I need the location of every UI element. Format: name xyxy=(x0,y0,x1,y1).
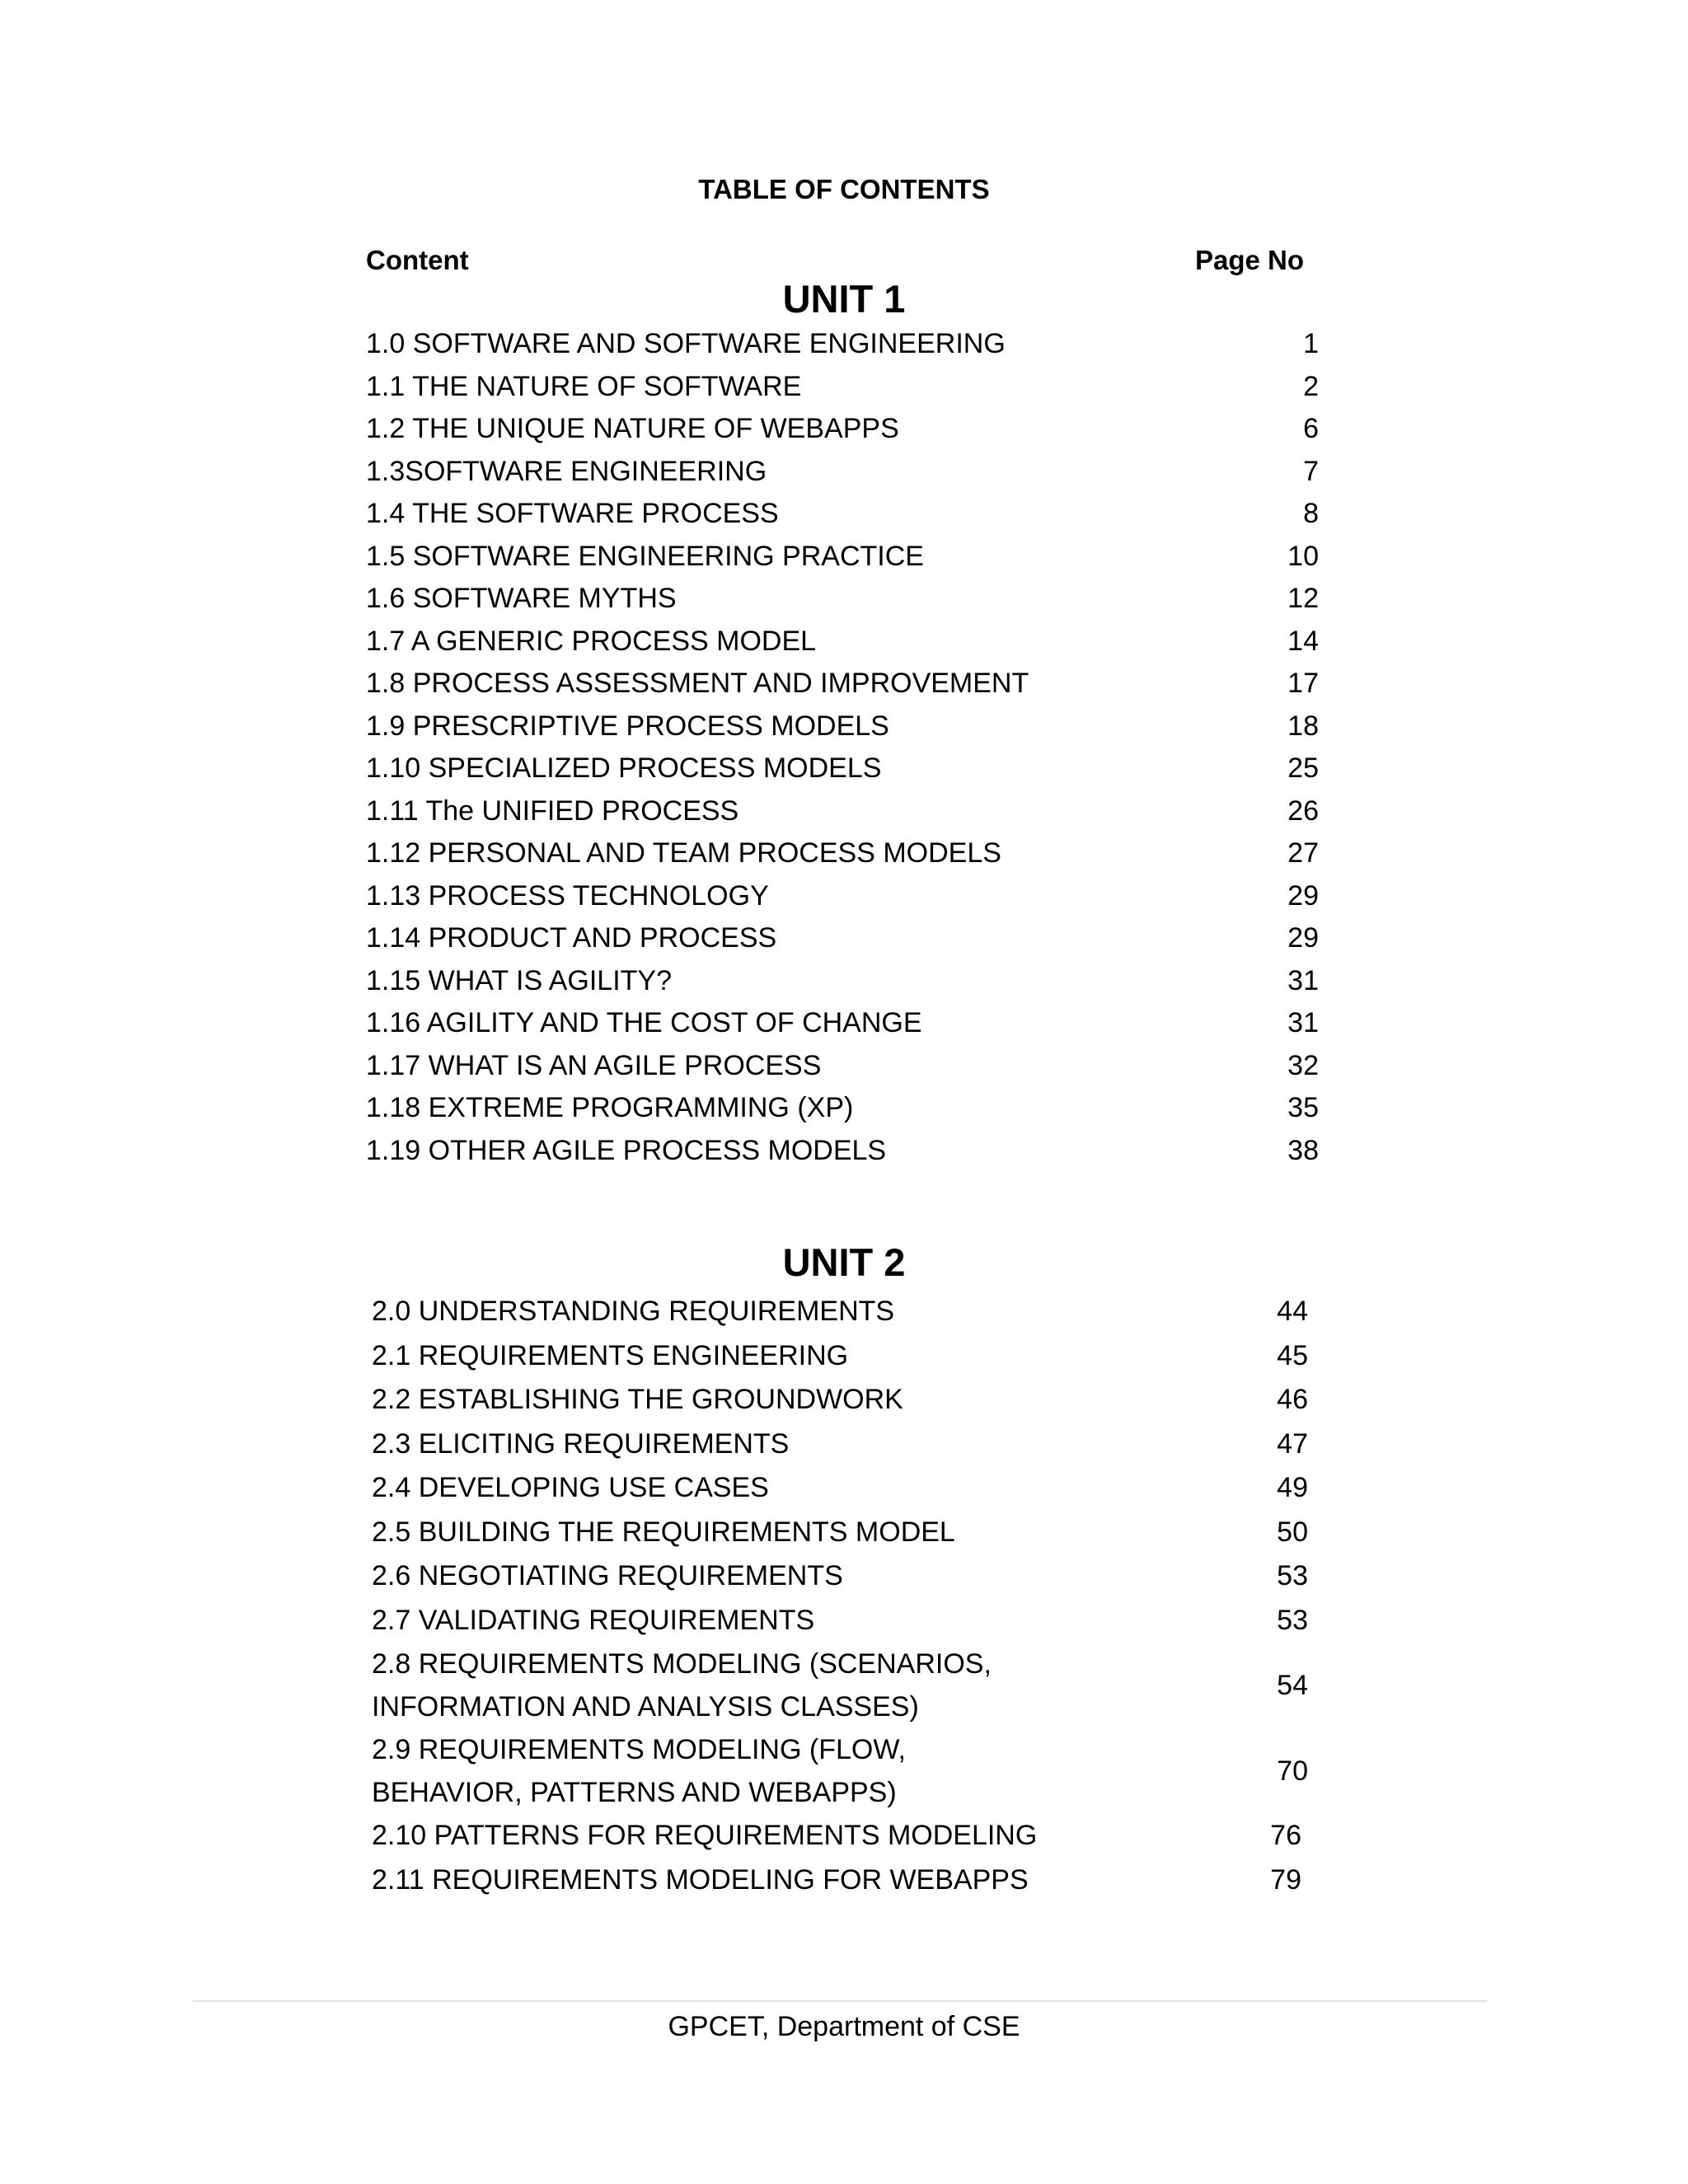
unit-2-heading: UNIT 2 xyxy=(782,1240,906,1284)
toc-entry-title: 1.16 AGILITY AND THE COST OF CHANGE xyxy=(366,1007,922,1038)
toc-entry-title: 2.4 DEVELOPING USE CASES xyxy=(372,1472,769,1503)
content-column-heading: Content xyxy=(366,245,469,275)
toc-entry-page: 53 xyxy=(1277,1560,1308,1591)
toc-entry[interactable] xyxy=(372,1728,1308,1814)
page-footer: GPCET, Department of CSE xyxy=(668,2011,1020,2042)
toc-entry-title: 2.6 NEGOTIATING REQUIREMENTS xyxy=(372,1560,843,1591)
toc-entry-title: 2.7 VALIDATING REQUIREMENTS xyxy=(372,1604,815,1636)
toc-entry-title: 2.8 REQUIREMENTS MODELING (SCENARIOS, INFORMATION AND ANALYSIS CLASSES) xyxy=(372,1648,992,1722)
toc-entry[interactable] xyxy=(372,1422,1308,1467)
toc-entry[interactable] xyxy=(366,408,1319,451)
toc-entry[interactable] xyxy=(372,1814,1308,1858)
toc-entry[interactable] xyxy=(366,323,1319,366)
toc-entry-page: 29 xyxy=(1287,922,1319,954)
toc-entry[interactable] xyxy=(366,1002,1319,1045)
toc-entry[interactable] xyxy=(372,1334,1308,1379)
toc-entry-page: 32 xyxy=(1287,1049,1319,1081)
toc-entry-title: 1.8 PROCESS ASSESSMENT AND IMPROVEMENT xyxy=(366,668,1029,699)
toc-entry[interactable] xyxy=(372,1378,1308,1422)
toc-entry-page: 8 xyxy=(1303,498,1319,529)
toc-entry-page: 31 xyxy=(1287,1007,1319,1038)
toc-entry-title: 1.1 THE NATURE OF SOFTWARE xyxy=(366,370,802,402)
toc-entry-title: 1.0 SOFTWARE AND SOFTWARE ENGINEERING xyxy=(366,328,1006,359)
toc-entry-title: 1.9 PRESCRIPTIVE PROCESS MODELS xyxy=(366,710,889,742)
toc-entry-title: 2.10 PATTERNS FOR REQUIREMENTS MODELING xyxy=(372,1820,1038,1851)
toc-entry[interactable] xyxy=(372,1290,1308,1334)
toc-entry-page: 29 xyxy=(1287,879,1319,912)
toc-entry-page: 25 xyxy=(1287,752,1319,784)
toc-entry-page: 53 xyxy=(1277,1604,1308,1636)
toc-entry-page: 10 xyxy=(1287,540,1319,572)
toc-entry-page: 49 xyxy=(1277,1472,1308,1503)
toc-entry[interactable] xyxy=(372,1466,1308,1511)
toc-entry-title: 1.19 OTHER AGILE PROCESS MODELS xyxy=(366,1134,887,1166)
toc-entry-title: 2.5 BUILDING THE REQUIREMENTS MODEL xyxy=(372,1516,955,1548)
toc-entry[interactable] xyxy=(366,832,1319,875)
toc-entry-page: 70 xyxy=(1277,1755,1308,1787)
toc-entry-page: 54 xyxy=(1277,1670,1308,1701)
toc-entry-title: 1.4 THE SOFTWARE PROCESS xyxy=(366,498,779,529)
toc-entry-title: 1.13 PROCESS TECHNOLOGY xyxy=(366,879,769,912)
toc-entry-page: 38 xyxy=(1287,1134,1319,1166)
toc-entry-title: 2.1 REQUIREMENTS ENGINEERING xyxy=(372,1339,849,1371)
toc-entry-title: 1.15 WHAT IS AGILITY? xyxy=(366,964,672,996)
toc-entry-page: 2 xyxy=(1303,370,1319,402)
toc-entry[interactable] xyxy=(366,790,1319,833)
unit-1-toc-list xyxy=(366,323,1319,1172)
toc-entry[interactable] xyxy=(366,621,1319,663)
toc-entry[interactable] xyxy=(366,493,1319,536)
toc-entry[interactable] xyxy=(366,748,1319,790)
toc-entry-title: 2.0 UNDERSTANDING REQUIREMENTS xyxy=(372,1296,895,1327)
toc-entry-page: 27 xyxy=(1287,837,1319,869)
toc-entry-page: 76 xyxy=(1270,1820,1301,1851)
toc-entry-page: 50 xyxy=(1277,1516,1308,1548)
toc-entry-title: 2.11 REQUIREMENTS MODELING FOR WEBAPPS xyxy=(372,1863,1029,1896)
toc-entry-title: 1.12 PERSONAL AND TEAM PROCESS MODELS xyxy=(366,837,1001,869)
toc-entry-title: 1.11 The UNIFIED PROCESS xyxy=(366,794,739,827)
toc-entry-title: 1.2 THE UNIQUE NATURE OF WEBAPPS xyxy=(366,413,899,444)
toc-entry-page: 26 xyxy=(1287,794,1319,827)
toc-entry[interactable] xyxy=(366,451,1319,494)
toc-entry[interactable] xyxy=(366,366,1319,409)
toc-entry-title: 1.18 EXTREME PROGRAMMING (XP) xyxy=(366,1092,854,1123)
toc-entry-page: 1 xyxy=(1303,328,1319,359)
page-title: TABLE OF CONTENTS xyxy=(698,174,990,204)
toc-entry-page: 79 xyxy=(1270,1863,1301,1896)
unit-2-toc-list xyxy=(372,1290,1308,1902)
toc-entry[interactable] xyxy=(366,705,1319,748)
toc-entry[interactable] xyxy=(372,1511,1308,1555)
toc-entry-title: 2.3 ELICITING REQUIREMENTS xyxy=(372,1427,790,1460)
toc-entry[interactable] xyxy=(372,1599,1308,1643)
toc-entry-page: 47 xyxy=(1277,1427,1308,1460)
toc-entry-page: 44 xyxy=(1277,1296,1308,1327)
toc-entry-page: 7 xyxy=(1303,455,1319,487)
toc-entry-page: 18 xyxy=(1287,710,1319,742)
toc-entry[interactable] xyxy=(366,960,1319,1003)
toc-entry-page: 31 xyxy=(1287,964,1319,996)
toc-entry[interactable] xyxy=(366,536,1319,579)
toc-entry[interactable] xyxy=(366,578,1319,621)
toc-entry-page: 12 xyxy=(1287,583,1319,614)
footer-divider xyxy=(193,2000,1487,2002)
toc-entry[interactable] xyxy=(372,1554,1308,1599)
toc-entry[interactable] xyxy=(366,917,1319,960)
toc-entry-page: 35 xyxy=(1287,1092,1319,1123)
page-number-column-heading: Page No xyxy=(1195,245,1305,275)
toc-entry-page: 17 xyxy=(1287,668,1319,699)
toc-entry-title: 2.2 ESTABLISHING THE GROUNDWORK xyxy=(372,1384,903,1415)
toc-entry-page: 14 xyxy=(1287,625,1319,657)
toc-entry-page: 6 xyxy=(1303,413,1319,444)
toc-entry[interactable] xyxy=(372,1643,1308,1728)
toc-entry-title: 1.3SOFTWARE ENGINEERING xyxy=(366,455,767,487)
toc-entry-title: 1.10 SPECIALIZED PROCESS MODELS xyxy=(366,752,882,784)
toc-entry-title: 1.5 SOFTWARE ENGINEERING PRACTICE xyxy=(366,540,924,572)
toc-entry[interactable] xyxy=(366,1087,1319,1130)
toc-entry-title: 1.17 WHAT IS AN AGILE PROCESS xyxy=(366,1049,822,1081)
toc-entry-title: 1.14 PRODUCT AND PROCESS xyxy=(366,922,777,954)
toc-entry-title: 1.6 SOFTWARE MYTHS xyxy=(366,583,677,614)
toc-entry-page: 45 xyxy=(1277,1339,1308,1371)
toc-entry[interactable] xyxy=(366,875,1319,918)
toc-entry-title: 2.9 REQUIREMENTS MODELING (FLOW, BEHAVIOR, PATTERNS AND WEBAPPS) xyxy=(372,1734,906,1808)
toc-entry[interactable] xyxy=(372,1858,1308,1903)
unit-1-heading: UNIT 1 xyxy=(782,277,906,321)
toc-entry[interactable] xyxy=(366,1130,1319,1173)
toc-entry[interactable] xyxy=(366,1045,1319,1088)
toc-entry[interactable] xyxy=(366,663,1319,705)
toc-entry-title: 1.7 A GENERIC PROCESS MODEL xyxy=(366,625,817,657)
toc-entry-page: 46 xyxy=(1277,1384,1308,1415)
